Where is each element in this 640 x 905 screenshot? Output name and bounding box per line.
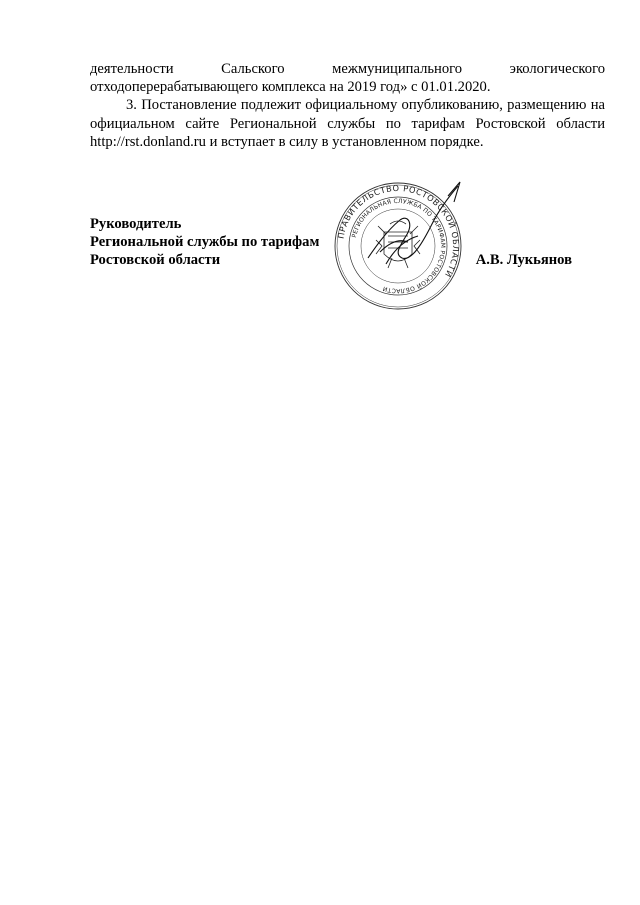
svg-text:РЕГИОНАЛЬНАЯ СЛУЖБА ПО ТАРИФАМ <box>351 198 446 294</box>
signature-title-line1: Руководитель <box>90 216 182 232</box>
signature-title-line2: Региональной службы по тарифам <box>90 234 320 251</box>
paragraph-3: 3. Постановление подлежит официальному опубликованию, размещению на официальном сайте Региональной службы по тарифам Ростовской области http://rst.donland.ru и вступает в силу в установленном порядке. <box>90 97 605 150</box>
paragraph-continuation-line1: деятельности Сальского межмуниципального экологического <box>90 61 605 77</box>
document-body <box>90 60 605 151</box>
coat-of-arms-icon <box>376 221 420 268</box>
seal-graphic <box>328 180 468 312</box>
paragraph-continuation-line2: отходоперерабатывающего комплекса на 2019 год» с 01.01.2020. <box>90 79 491 96</box>
seal-outer-text: ПРАВИТЕЛЬСТВО РОСТОВСКОЙ ОБЛАСТИ <box>335 182 462 280</box>
official-seal-stamp <box>328 180 468 312</box>
signature-title-line3: Ростовской области <box>90 252 221 269</box>
signatory-name: А.В. Лукьянов <box>475 252 572 269</box>
seal-inner-text: РЕГИОНАЛЬНАЯ СЛУЖБА ПО ТАРИФАМ РОСТОВСКОЙ ОБЛАСТИ <box>350 197 447 295</box>
